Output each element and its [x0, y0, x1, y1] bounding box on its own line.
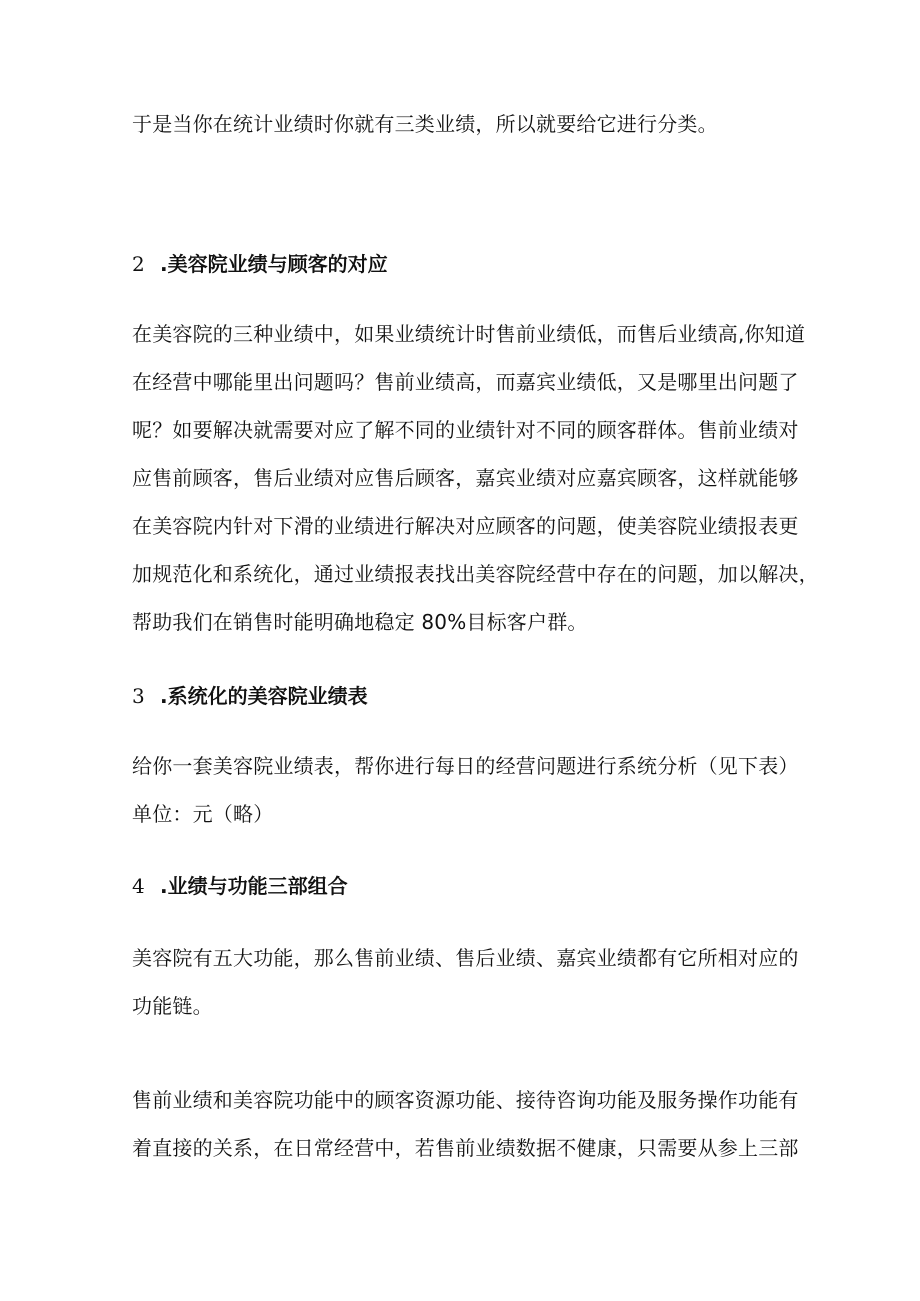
section-2-number: 2 [132, 252, 145, 276]
section-4-paragraph-1 [132, 934, 812, 1030]
section-4-paragraph-2 [132, 1076, 812, 1172]
section-4-title: .业绩与功能三部组合 [160, 874, 348, 898]
paragraph-line: 在美容院的三种业绩中，如果业绩统计时售前业绩低，而售后业绩高,你知道 [132, 322, 806, 346]
paragraph-line: 单位：元（略） [132, 802, 274, 826]
section-3-title: .系统化的美容院业绩表 [160, 684, 368, 708]
section-4-number: 4 [132, 874, 145, 898]
paragraph-line: 在经营中哪能里出问题吗？售前业绩高，而嘉宾业绩低，又是哪里出问题了 [132, 370, 799, 394]
paragraph-line: 呢？如要解决就需要对应了解不同的业绩针对不同的顾客群体。售前业绩对 [132, 418, 799, 442]
intro-paragraph [132, 100, 812, 148]
paragraph-line: 加规范化和系统化，通过业绩报表找出美容院经营中存在的问题，加以解决， [132, 562, 819, 586]
section-4-heading [132, 870, 348, 902]
paragraph-line: 售前业绩和美容院功能中的顾客资源功能、接待咨询功能及服务操作功能有 [132, 1088, 799, 1112]
section-2-paragraph [132, 310, 819, 646]
section-3-number: 3 [132, 684, 145, 708]
paragraph-line: 着直接的关系，在日常经营中，若售前业绩数据不健康，只需要从参上三部 [132, 1136, 799, 1160]
paragraph-line: 功能链。 [132, 994, 213, 1018]
paragraph-line: 在美容院内针对下滑的业绩进行解决对应顾客的问题，使美容院业绩报表更 [132, 514, 799, 538]
section-3-heading [132, 680, 368, 712]
section-3-paragraph [132, 742, 812, 838]
section-2-title: .美容院业绩与顾客的对应 [160, 252, 388, 276]
intro-line: 于是当你在统计业绩时你就有三类业绩，所以就要给它进行分类。 [132, 112, 718, 136]
paragraph-line: 给你一套美容院业绩表，帮你进行每日的经营问题进行系统分析（见下表） [132, 754, 799, 778]
section-2-heading [132, 248, 388, 280]
paragraph-line: 美容院有五大功能，那么售前业绩、售后业绩、嘉宾业绩都有它所相对应的 [132, 946, 799, 970]
paragraph-line: 应售前顾客，售后业绩对应售后顾客，嘉宾业绩对应嘉宾顾客，这样就能够 [132, 466, 799, 490]
paragraph-line: 帮助我们在销售时能明确地稳定 80%目标客户群。 [132, 610, 588, 634]
